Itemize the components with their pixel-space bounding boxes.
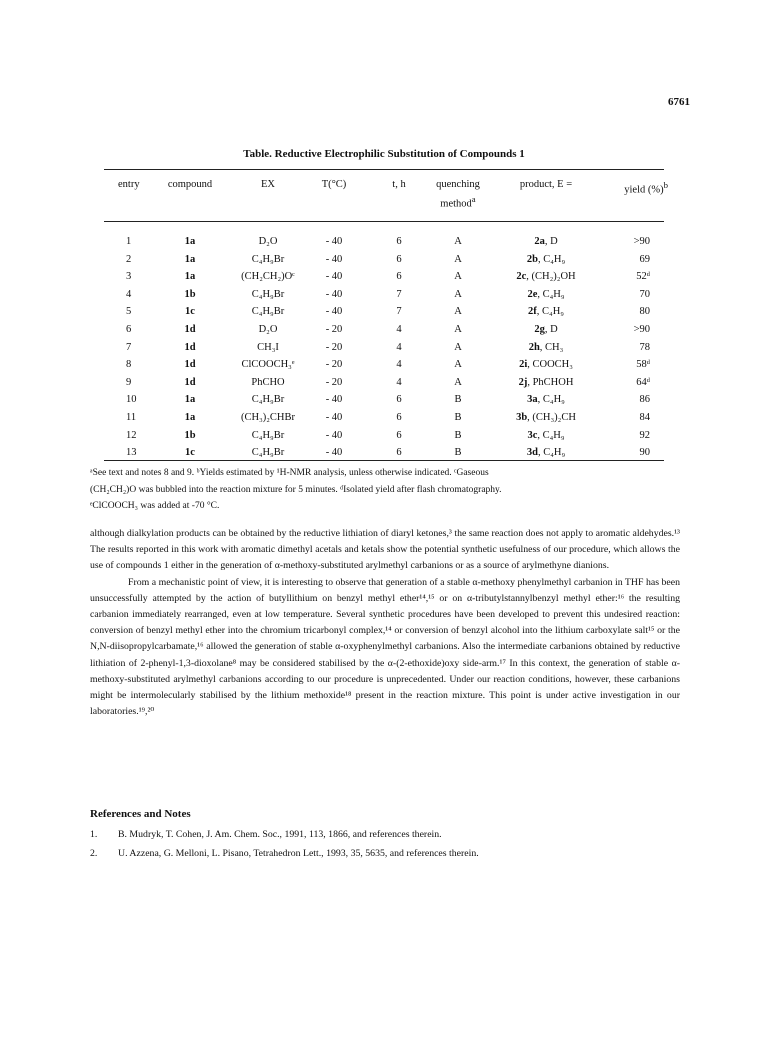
cell-quenching: A (454, 376, 462, 388)
table-row (0, 233, 768, 251)
cell-time: 6 (396, 429, 402, 441)
cell-compound: 1b (184, 288, 196, 300)
references-heading: References and Notes (90, 808, 191, 820)
cell-entry: 11 (126, 411, 137, 423)
cell-yield: 64ᵈ (636, 376, 650, 388)
cell-product (482, 374, 610, 392)
reference-item (90, 844, 680, 863)
table-row (0, 356, 768, 374)
product-id: 3b (516, 411, 528, 423)
product-id: 2h (528, 341, 540, 353)
cell-product (482, 303, 610, 321)
cell-compound: 1d (184, 376, 196, 388)
cell-quenching: A (454, 236, 462, 247)
cell-yield: >90 (633, 236, 650, 247)
cell-quenching: B (454, 394, 462, 406)
cell-temperature: - 40 (325, 447, 343, 459)
cell-temperature: - 40 (325, 411, 343, 423)
product-substituent: , (CH₃)₂CH (527, 411, 576, 423)
paragraph: From a mechanistic point of view, it is interesting to observe that generation of a stable α-methoxy phenylmethyl carbanion in THF has been unsuccessfully attempted by the action of butyllithium on benzyl methyl ether¹⁴,¹⁵ or on α-tributylstannylbenzyl methyl ether:¹⁶ the resulting carbanion immediately rearranged, even at low temperature. Several synthetic procedures have been developed to prevent this undesired reaction: conversion of benzyl methyl ether into the chromium tricarbonyl complex,¹⁴ or conversion of benzyl alcohol into the lithium carboxylate salt¹⁵ or the N,N-diisopropylcarbamate,¹⁶ allowed the generation of stable α-oxyphenylmethyl carbanions. Also the intermediate carbanions obtained by reductive lithiation of 2-phenyl-1,3-dioxolane⁸ may be considered stabilised by the α-(2-ethoxide)oxy side-arm.¹⁷ In this context, the generation of stable α-methoxy-substituted arylmethyl carbanions according to our procedure is unprecedented. Under our reaction conditions, however, these carbanions might be intermolecularly stabilised by the lithium methoxide¹⁸ present in the reaction mixture. This point is under active investigation in our laboratories.¹⁹,²⁰ (90, 576, 680, 718)
cell-compound: 1b (184, 429, 196, 441)
header-quenching-footnote: a (471, 194, 476, 204)
cell-product (482, 427, 610, 445)
product-id: 2c (516, 271, 527, 283)
table-top-rule (104, 169, 664, 170)
cell-ex: D₂O (258, 236, 278, 247)
cell-ex: C₄H₉Br (251, 447, 285, 459)
cell-entry: 3 (126, 271, 132, 283)
reference-item (90, 825, 680, 844)
table-body (0, 233, 768, 462)
cell-quenching: A (454, 306, 462, 318)
cell-quenching: A (454, 271, 462, 283)
table-footnote (90, 465, 680, 515)
cell-time: 6 (396, 236, 402, 247)
cell-time: 7 (396, 288, 402, 300)
cell-compound: 1a (184, 253, 196, 265)
cell-ex: C₄H₉Br (251, 394, 285, 406)
header-yield (602, 178, 668, 198)
cell-quenching: B (454, 411, 462, 423)
cell-product (482, 268, 610, 286)
product-substituent: , C₄H₉ (537, 253, 566, 265)
cell-yield: 86 (639, 394, 650, 406)
cell-quenching: A (454, 288, 462, 300)
cell-quenching: B (454, 447, 462, 459)
table-row (0, 286, 768, 304)
cell-time: 4 (396, 359, 402, 371)
product-substituent: , D (544, 236, 558, 247)
header-ex: EX (261, 179, 275, 190)
product-id: 2f (528, 306, 537, 318)
table-title: Table. Reductive Electrophilic Substitution of Compounds 1 (243, 148, 525, 160)
product-id: 3c (527, 429, 538, 441)
product-substituent: , PhCHOH (527, 376, 574, 388)
cell-compound: 1a (184, 236, 196, 247)
cell-ex: C₄H₉Br (251, 306, 285, 318)
cell-compound: 1c (185, 447, 195, 459)
cell-entry: 7 (126, 341, 132, 353)
cell-time: 7 (396, 306, 402, 318)
cell-compound: 1d (184, 341, 196, 353)
table-row (0, 268, 768, 286)
cell-product (482, 233, 610, 251)
reference-number: 2. (90, 848, 98, 859)
cell-product (482, 356, 610, 374)
cell-compound: 1d (184, 323, 196, 335)
references-list (90, 825, 680, 863)
cell-quenching: A (454, 323, 462, 335)
cell-product (482, 339, 610, 357)
cell-entry: 1 (126, 236, 132, 247)
footnote-line: ᵉClCOOCH₃ was added at -70 °C. (90, 501, 220, 511)
page-number: 6761 (668, 96, 690, 108)
header-temperature: T(°C) (321, 179, 347, 190)
cell-time: 6 (396, 253, 402, 265)
cell-compound: 1d (184, 359, 196, 371)
product-substituent: , C₄H₉ (537, 288, 565, 300)
cell-time: 6 (396, 447, 402, 459)
cell-temperature: - 40 (325, 236, 343, 247)
table-row (0, 339, 768, 357)
cell-entry: 5 (126, 306, 132, 318)
product-id: 2i (519, 359, 528, 371)
product-substituent: , CH₃ (539, 341, 564, 353)
cell-entry: 9 (126, 376, 132, 388)
cell-entry: 10 (126, 394, 137, 406)
cell-ex: (CH₃)₂CHBr (241, 411, 295, 423)
cell-product (482, 251, 610, 269)
product-id: 3a (527, 394, 538, 406)
cell-quenching: A (454, 253, 462, 265)
reference-number: 1. (90, 829, 98, 840)
cell-yield: 78 (639, 341, 650, 353)
header-quenching-line2: method (440, 198, 472, 210)
reference-text: B. Mudryk, T. Cohen, J. Am. Chem. Soc., 1991, 113, 1866, and references therein. (118, 829, 442, 840)
cell-temperature: - 20 (325, 359, 343, 371)
cell-temperature: - 20 (325, 323, 343, 335)
cell-ex: D₂O (258, 323, 278, 335)
paragraph: although dialkylation products can be obtained by the reductive lithiation of diaryl ketones,³ the same reaction does not apply to aromatic aldehydes.¹³ The results reported in this work with aromatic dimethyl acetals and ketals show the potential synthetic usefulness of our procedure, which allows the use of compounds 1 either in the generation of α-methoxy-substituted arylmethyl carbanions or as a source of arylmethyne dianions. (90, 528, 680, 572)
cell-entry: 12 (126, 429, 137, 441)
header-yield-label: yield (%) (624, 184, 664, 196)
header-quenching-line1: quenching (436, 179, 480, 190)
cell-compound: 1a (184, 271, 196, 283)
cell-product (482, 321, 610, 339)
cell-compound: 1a (184, 411, 196, 423)
cell-ex: C₄H₉Br (251, 288, 285, 300)
cell-ex: PhCHO (251, 376, 285, 388)
cell-quenching: A (454, 359, 462, 371)
cell-temperature: - 40 (325, 394, 343, 406)
cell-time: 4 (396, 376, 402, 388)
product-substituent: , C₄H₉ (537, 447, 566, 459)
table-row (0, 321, 768, 339)
cell-temperature: - 20 (325, 376, 343, 388)
cell-yield: 80 (639, 306, 650, 318)
header-compound: compound (167, 179, 213, 190)
product-id: 2a (534, 236, 545, 247)
table-row (0, 374, 768, 392)
cell-time: 6 (396, 411, 402, 423)
cell-yield: 52ᵈ (636, 271, 650, 283)
table-row (0, 409, 768, 427)
product-substituent: , COOCH₃ (527, 359, 573, 371)
cell-ex: C₄H₉Br (251, 253, 285, 265)
product-substituent: , C₄H₉ (537, 394, 565, 406)
product-id: 3d (526, 447, 538, 459)
cell-product (482, 286, 610, 304)
cell-temperature: - 20 (325, 341, 343, 353)
cell-time: 4 (396, 341, 402, 353)
header-product: product, E = (519, 179, 573, 190)
table-row (0, 391, 768, 409)
product-substituent: , (CH₂)₂OH (526, 271, 576, 283)
cell-yield: 90 (639, 447, 650, 459)
cell-temperature: - 40 (325, 429, 343, 441)
cell-time: 4 (396, 323, 402, 335)
cell-compound: 1a (184, 394, 196, 406)
product-substituent: , C₄H₉ (536, 306, 564, 318)
body-text (90, 526, 680, 720)
cell-time: 6 (396, 394, 402, 406)
cell-temperature: - 40 (325, 306, 343, 318)
table-row (0, 427, 768, 445)
table-row (0, 303, 768, 321)
cell-yield: 92 (639, 429, 650, 441)
footnote-line: ᵃSee text and notes 8 and 9. ᵇYields estimated by ¹H-NMR analysis, unless otherwise indicated. ᶜGaseous (90, 468, 489, 478)
cell-temperature: - 40 (325, 253, 343, 265)
cell-entry: 6 (126, 323, 132, 335)
table-header-rule (104, 221, 664, 222)
cell-product (482, 391, 610, 409)
cell-temperature: - 40 (325, 288, 343, 300)
cell-quenching: B (454, 429, 462, 441)
cell-quenching: A (454, 341, 462, 353)
cell-yield: 84 (639, 411, 650, 423)
cell-compound: 1c (185, 306, 195, 318)
cell-yield: 58ᵈ (636, 359, 650, 371)
footnote-line: (CH₂CH₂)O was bubbled into the reaction mixture for 5 minutes. ᵈIsolated yield after flash chromatography. (90, 484, 502, 495)
header-time: t, h (392, 179, 406, 190)
cell-entry: 4 (126, 288, 132, 300)
product-id: 2j (518, 376, 528, 388)
cell-yield: >90 (633, 323, 650, 335)
cell-yield: 69 (639, 253, 650, 265)
reference-text: U. Azzena, G. Melloni, L. Pisano, Tetrahedron Lett., 1993, 35, 5635, and references therein. (118, 848, 479, 859)
cell-ex: C₄H₉Br (251, 429, 285, 441)
cell-ex: CH₃I (257, 341, 279, 353)
header-yield-footnote: b (663, 180, 668, 190)
table-row (0, 251, 768, 269)
cell-entry: 2 (126, 253, 132, 265)
cell-ex: ClCOOCH₃ᵉ (241, 359, 295, 371)
product-id: 2b (526, 253, 538, 265)
cell-product (482, 409, 610, 427)
cell-entry: 8 (126, 359, 132, 371)
product-id: 2g (534, 323, 545, 335)
product-substituent: , D (544, 323, 558, 335)
product-id: 2e (527, 288, 538, 300)
cell-time: 6 (396, 271, 402, 283)
cell-ex: (CH₂CH₂)Oᶜ (241, 271, 295, 283)
product-substituent: , C₄H₉ (537, 429, 565, 441)
cell-yield: 70 (639, 288, 650, 300)
table-bottom-rule (104, 460, 664, 461)
table-header (0, 178, 768, 218)
cell-temperature: - 40 (325, 271, 343, 283)
cell-entry: 13 (126, 447, 137, 459)
header-entry: entry (118, 179, 140, 190)
